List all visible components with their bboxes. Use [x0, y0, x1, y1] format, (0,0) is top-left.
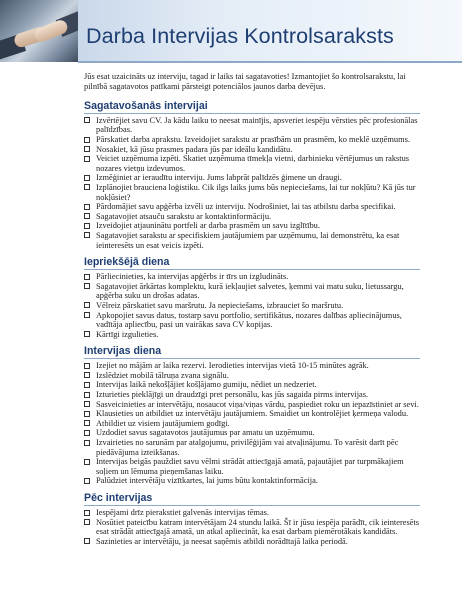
checklist-item-text: Kārtīgi izgulieties. [96, 329, 159, 339]
checklist-item [84, 221, 420, 231]
checkbox-icon[interactable] [84, 478, 90, 484]
checklist-item-text: Uzdodiet savus sagatavotos jautājumus par amatu un uzņēmumu. [96, 428, 315, 438]
checklist-item-text: Intervijas laikā nekošļājiet košļājamo gumiju, nēdiet un nedzeriet. [96, 380, 317, 390]
checklist-item-text: Atbildiet uz visiem jautājumiem godīgi. [96, 418, 230, 428]
checkbox-icon[interactable] [84, 459, 90, 465]
checklist-item [84, 508, 420, 518]
checklist-item [84, 380, 420, 390]
checklist-item-text: Sagatavojiet atsauču sarakstu ar kontaktinformāciju. [96, 211, 272, 221]
checkbox-icon[interactable] [84, 382, 90, 388]
checklist-item [84, 438, 420, 457]
checklist-item [84, 145, 420, 155]
checklist-item [84, 272, 420, 282]
checkbox-icon[interactable] [84, 146, 90, 152]
checklist-item [84, 231, 420, 250]
checklist-item-text: Apkopojiet savus datus, tostarp savu portfolio, sertifikātus, nozares dalības apliecinājumus, vadītāja apliecību, pasi un vairākas sava CV kopijas. [96, 310, 402, 330]
checklist-item [84, 282, 420, 301]
checkbox-icon[interactable] [84, 430, 90, 436]
checklist-item [84, 457, 420, 476]
checklist-item [84, 154, 420, 173]
checklist-item [84, 212, 420, 222]
checkbox-icon[interactable] [84, 283, 90, 289]
checkbox-icon[interactable] [84, 302, 90, 308]
checklist-section [84, 345, 420, 486]
checkbox-icon[interactable] [84, 510, 90, 516]
checkbox-icon[interactable] [84, 331, 90, 337]
section-heading: Sagatavošanās intervijai [84, 100, 420, 114]
page-title: Darba Intervijas Kontrolsaraksts [86, 24, 394, 48]
header-banner [0, 0, 462, 62]
checklist-item-text: Izslēdziet mobilā tālruņa zvana signālu. [96, 370, 229, 380]
checkbox-icon[interactable] [84, 401, 90, 407]
document-body [84, 72, 420, 552]
section-heading: Iepriekšējā diena [84, 256, 420, 270]
checklist [84, 508, 420, 546]
checkbox-icon[interactable] [84, 117, 90, 123]
checkbox-icon[interactable] [84, 440, 90, 446]
checkbox-icon[interactable] [84, 274, 90, 280]
checkbox-icon[interactable] [84, 184, 90, 190]
checklist-item-text: Izvērtējiet savu CV. Ja kādu laiku to neesat mainījis, apsveriet iespēju vērsties pēc profesionālas palīdzības. [96, 115, 418, 135]
checklist-item-text: Intervijas beigās pauždiet savu vēlmi strādāt attiecīgajā amatā, pajautājiet par turpmākajiem soļiem un lēmuma pieņemšanas laiku. [96, 457, 404, 476]
checklist-item [84, 400, 420, 410]
checklist-item-text: Veiciet uzņēmuma izpēti. Skatiet uzņēmuma tīmekļa vietni, darbinieku vērtējumus un rakstus nozares vietņu izdevumos. [96, 154, 410, 173]
checklist-item-text: Nosūtiet pateicību katram intervētājam 24 stundu laikā. Šī ir jūsu iespēja parādīt, cik ieinteresēts esat strādāt attiecīgajā amatā, un atkal apliecināt, ka esat darbam piemērotākais kandidāts. [96, 517, 420, 537]
header-divider [78, 61, 462, 63]
checklist-item [84, 409, 420, 419]
checkbox-icon[interactable] [84, 175, 90, 181]
checklist-item-text: Klausieties un atbildiet uz intervētāju jautājumiem. Smaidiet un kontrolējiet ķermeņa valodu. [96, 409, 409, 419]
checkbox-icon[interactable] [84, 411, 90, 417]
checklist-section [84, 492, 420, 546]
checklist [84, 272, 420, 339]
checklist-item [84, 390, 420, 400]
checkbox-icon[interactable] [84, 156, 90, 162]
checklist-item-text: Izturieties pieklājīgi un draudzīgi pret personālu, kas jūs sagaida pirms intervijas. [96, 390, 369, 400]
checklist-item [84, 518, 420, 537]
checkbox-icon[interactable] [84, 372, 90, 378]
checklist-item-text: Vēlreiz pārskatiet savu maršrutu. Ja nepieciešams, izbrauciet šo maršrutu. [96, 300, 344, 310]
checklist-item [84, 330, 420, 340]
checklist-section [84, 256, 420, 339]
checklist-item [84, 311, 420, 330]
checklist-item [84, 361, 420, 371]
checklist-item [84, 173, 420, 183]
checklist-item-text: Izmēģiniet ar ieraudītu interviju. Jums labprāt palīdzēs ģimene un draugi. [96, 173, 342, 183]
checklist-item [84, 135, 420, 145]
checklist-item-text: Sasveicinieties ar intervētāju, nosaucot viņa/viņas vārdu, paspiediet roku un iepazīstiniet ar sevi. [96, 399, 419, 409]
checklist-item-text: Izvairieties no sarunām par atalgojumu, privilēģijām vai atvaļinājumu. To varēsit darīt pēc piedāvājuma izteikšanas. [96, 438, 399, 457]
checkbox-icon[interactable] [84, 392, 90, 398]
checklist-item [84, 116, 420, 135]
checklist-sections [84, 100, 420, 547]
section-heading: Pēc intervijas [84, 492, 420, 506]
checklist-item-text: Pārliecinieties, ka intervijas apģērbs ir tīrs un izgludināts. [96, 272, 289, 282]
checklist-item [84, 183, 420, 202]
checkbox-icon[interactable] [84, 363, 90, 369]
checklist-item [84, 202, 420, 212]
checklist-item-text: Sagatavojiet ārkārtas komplektu, kurā iekļaujiet salvetes, ķemmi vai matu suku, lietussargu, apģērba suku un drošas adatas. [96, 281, 404, 301]
checklist-item [84, 371, 420, 381]
checklist-section [84, 100, 420, 250]
checklist-item [84, 301, 420, 311]
checklist-item-text: Nosakiet, kā jūsu prasmes padara jūs par ideālu kandidātu. [96, 144, 293, 154]
checkbox-icon[interactable] [84, 420, 90, 426]
checklist-item-text: Izplānojiet brauciena loģistiku. Cik ilgs laiks jums būs nepieciešams, lai tur nokļūtu? Kā jūs tur nokļūsiet? [96, 182, 416, 202]
checklist-item-text: Izveidojiet atjauninātu portfeli ar darba prasmēm un savu izglītību. [96, 221, 320, 231]
checklist-item [84, 419, 420, 429]
checklist-item-text: Izejiet no mājām ar laika rezervi. Ierodieties intervijas vietā 10-15 minūtes agrāk. [96, 361, 369, 371]
checklist-item [84, 428, 420, 438]
handshake-photo [0, 0, 78, 62]
checkbox-icon[interactable] [84, 204, 90, 210]
checkbox-icon[interactable] [84, 312, 90, 318]
checkbox-icon[interactable] [84, 137, 90, 143]
checklist-item-text: Palūdziet intervētāju vizītkartes, lai jums būtu kontaktinformācija. [96, 476, 318, 486]
section-heading: Intervijas diena [84, 345, 420, 359]
checkbox-icon[interactable] [84, 519, 90, 525]
checklist [84, 361, 420, 486]
intro-paragraph: Jūs esat uzaicināts uz interviju, tagad ir laiks tai sagatavoties! Izmantojiet šo kontrolsarakstu, lai pilnībā sagatavotos patīkami pārsteigt potenciālos jaunos darba devējus. [84, 72, 406, 92]
checkbox-icon[interactable] [84, 538, 90, 544]
checklist-item-text: Sazinieties ar intervētāju, ja neesat saņēmis atbildi norādītajā laika periodā. [96, 536, 348, 546]
checklist-item-text: Iespējami drīz pierakstiet galvenās intervijas tēmas. [96, 508, 270, 517]
checkbox-icon[interactable] [84, 213, 90, 219]
checkbox-icon[interactable] [84, 223, 90, 229]
checklist [84, 116, 420, 250]
checklist-item [84, 476, 420, 486]
checklist-item-text: Pārskatiet darba aprakstu. Izveidojiet sarakstu ar prasībām un prasmēm, ko meklē uzņēmums. [96, 135, 410, 144]
checklist-item [84, 537, 420, 547]
checklist-item-text: Pārdomājiet savu apģērba izvēli uz interviju. Nodrošiniet, lai tas atbilstu darba specifikai. [96, 202, 396, 212]
checklist-item-text: Sagatavojiet sarakstu ar specifiskiem jautājumiem par uzņēmumu, lai demonstrētu, ka esat ieinteresēts un esat veicis izpēti. [96, 230, 400, 250]
checkbox-icon[interactable] [84, 232, 90, 238]
